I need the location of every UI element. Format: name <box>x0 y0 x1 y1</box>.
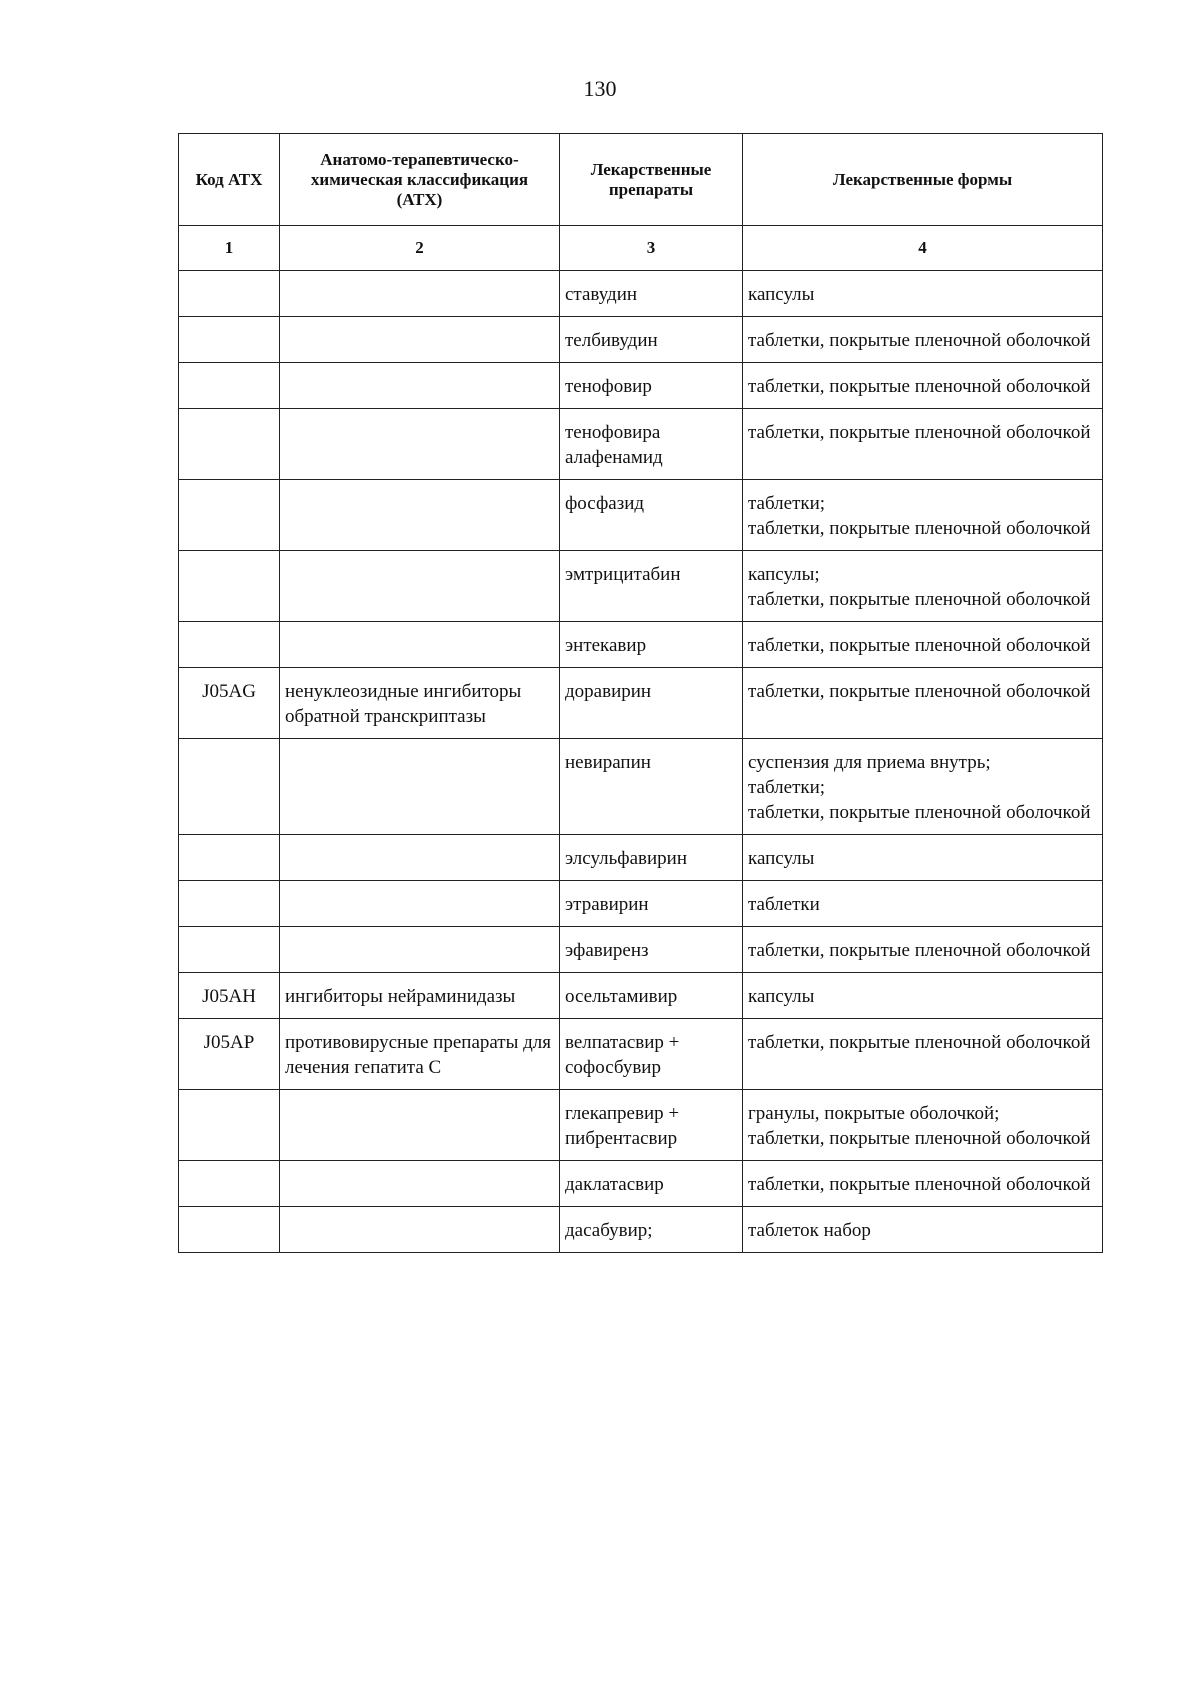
drug-name-cell: велпатасвир + софосбувир <box>560 1019 743 1090</box>
table-row <box>179 1161 1103 1207</box>
dosage-form: таблетки, покрытые пленочной оболочкой <box>748 330 1091 351</box>
drug-name-cell: эмтрицитабин <box>560 551 743 622</box>
dosage-forms-cell <box>743 973 1103 1019</box>
dosage-form: таблеток набор <box>748 1220 871 1241</box>
atx-code-cell: J05AP <box>179 1019 280 1090</box>
drug-name-cell: глекапревир + пибрентасвир <box>560 1090 743 1161</box>
classification-cell <box>280 1207 560 1253</box>
dosage-form: капсулы <box>748 848 815 869</box>
dosage-form: капсулы <box>748 986 815 1007</box>
drug-name-cell: тенофовира алафенамид <box>560 409 743 480</box>
drug-name-cell: этравирин <box>560 881 743 927</box>
atx-code-cell <box>179 739 280 835</box>
classification-cell <box>280 622 560 668</box>
dosage-form: таблетки, покрытые пленочной оболочкой <box>748 422 1091 443</box>
dosage-forms-cell <box>743 1090 1103 1161</box>
table-row <box>179 317 1103 363</box>
drug-name-cell: доравирин <box>560 668 743 739</box>
column-number: 4 <box>743 226 1103 271</box>
atx-code-cell <box>179 1090 280 1161</box>
drug-name-cell: телбивудин <box>560 317 743 363</box>
table-row <box>179 1019 1103 1090</box>
table-row <box>179 973 1103 1019</box>
drug-name-cell: осельтамивир <box>560 973 743 1019</box>
dosage-form: таблетки, покрытые пленочной оболочкой <box>748 1174 1091 1195</box>
dosage-forms-cell <box>743 622 1103 668</box>
classification-cell <box>280 881 560 927</box>
table-row <box>179 480 1103 551</box>
table-row <box>179 668 1103 739</box>
dosage-forms-cell <box>743 739 1103 835</box>
drug-name-cell: энтекавир <box>560 622 743 668</box>
column-number: 3 <box>560 226 743 271</box>
atx-code-cell <box>179 1161 280 1207</box>
table-row <box>179 927 1103 973</box>
drug-name-cell: дасабувир; <box>560 1207 743 1253</box>
drug-name-cell: фосфазид <box>560 480 743 551</box>
atx-code-cell <box>179 271 280 317</box>
dosage-form: таблетки; <box>748 493 826 514</box>
dosage-forms-cell <box>743 271 1103 317</box>
page-number: 130 <box>583 76 617 101</box>
dosage-form: таблетки, покрытые пленочной оболочкой <box>748 802 1091 823</box>
dosage-form: таблетки, покрытые пленочной оболочкой <box>748 518 1091 539</box>
classification-cell: ингибиторы нейраминидазы <box>280 973 560 1019</box>
classification-cell <box>280 271 560 317</box>
table-row <box>179 409 1103 480</box>
dosage-forms-cell <box>743 835 1103 881</box>
dosage-forms-cell <box>743 1161 1103 1207</box>
table-row <box>179 835 1103 881</box>
drug-name-cell: тенофовир <box>560 363 743 409</box>
header-drugs: Лекарственные препараты <box>560 134 743 226</box>
classification-cell <box>280 363 560 409</box>
column-number-row <box>179 226 1103 271</box>
classification-cell <box>280 1090 560 1161</box>
dosage-forms-cell <box>743 1207 1103 1253</box>
classification-cell <box>280 551 560 622</box>
atx-code-cell: J05AG <box>179 668 280 739</box>
dosage-form: таблетки, покрытые пленочной оболочкой <box>748 1032 1091 1053</box>
atx-code-cell <box>179 363 280 409</box>
dosage-form: таблетки, покрытые пленочной оболочкой <box>748 376 1091 397</box>
classification-cell <box>280 480 560 551</box>
drug-name-cell: элсульфавирин <box>560 835 743 881</box>
drug-name-cell: невирапин <box>560 739 743 835</box>
table-body <box>179 271 1103 1253</box>
dosage-forms-cell <box>743 668 1103 739</box>
dosage-form: таблетки, покрытые пленочной оболочкой <box>748 681 1091 702</box>
header-row <box>179 134 1103 226</box>
atx-drug-table <box>178 133 1103 1253</box>
table-row <box>179 1090 1103 1161</box>
atx-code-cell <box>179 551 280 622</box>
table-row <box>179 1207 1103 1253</box>
table-row <box>179 622 1103 668</box>
dosage-form: суспензия для приема внутрь; <box>748 752 991 773</box>
dosage-forms-cell <box>743 317 1103 363</box>
classification-cell: противовирусные препараты для лечения гепатита С <box>280 1019 560 1090</box>
atx-code-cell <box>179 927 280 973</box>
dosage-form: таблетки, покрытые пленочной оболочкой <box>748 589 1091 610</box>
atx-code-cell <box>179 622 280 668</box>
classification-cell: ненуклеозидные ингибиторы обратной транскриптазы <box>280 668 560 739</box>
dosage-forms-cell <box>743 551 1103 622</box>
dosage-form: таблетки, покрытые пленочной оболочкой <box>748 635 1091 656</box>
column-number: 2 <box>280 226 560 271</box>
dosage-forms-cell <box>743 881 1103 927</box>
classification-cell <box>280 739 560 835</box>
table-row <box>179 271 1103 317</box>
column-number: 1 <box>179 226 280 271</box>
dosage-forms-cell <box>743 927 1103 973</box>
atx-code-cell: J05AH <box>179 973 280 1019</box>
atx-code-cell <box>179 317 280 363</box>
atx-code-cell <box>179 881 280 927</box>
table-row <box>179 739 1103 835</box>
dosage-forms-cell <box>743 409 1103 480</box>
classification-cell <box>280 409 560 480</box>
header-code: Код АТХ <box>179 134 280 226</box>
drug-name-cell: ставудин <box>560 271 743 317</box>
atx-code-cell <box>179 409 280 480</box>
classification-cell <box>280 1161 560 1207</box>
dosage-form: таблетки <box>748 894 820 915</box>
dosage-form: таблетки; <box>748 777 826 798</box>
dosage-forms-cell <box>743 1019 1103 1090</box>
drug-name-cell: даклатасвир <box>560 1161 743 1207</box>
classification-cell <box>280 835 560 881</box>
drug-name-cell: эфавиренз <box>560 927 743 973</box>
atx-code-cell <box>179 835 280 881</box>
classification-cell <box>280 317 560 363</box>
dosage-form: таблетки, покрытые пленочной оболочкой <box>748 940 1091 961</box>
dosage-form: таблетки, покрытые пленочной оболочкой <box>748 1128 1091 1149</box>
dosage-forms-cell <box>743 363 1103 409</box>
table-row <box>179 363 1103 409</box>
atx-code-cell <box>179 1207 280 1253</box>
dosage-form: капсулы; <box>748 564 820 585</box>
dosage-form: гранулы, покрытые оболочкой; <box>748 1103 1000 1124</box>
atx-code-cell <box>179 480 280 551</box>
header-classification: Анатомо-терапевтическо-химическая классификация (АТХ) <box>280 134 560 226</box>
table-row <box>179 881 1103 927</box>
classification-cell <box>280 927 560 973</box>
header-forms: Лекарственные формы <box>743 134 1103 226</box>
table-row <box>179 551 1103 622</box>
dosage-forms-cell <box>743 480 1103 551</box>
dosage-form: капсулы <box>748 284 815 305</box>
